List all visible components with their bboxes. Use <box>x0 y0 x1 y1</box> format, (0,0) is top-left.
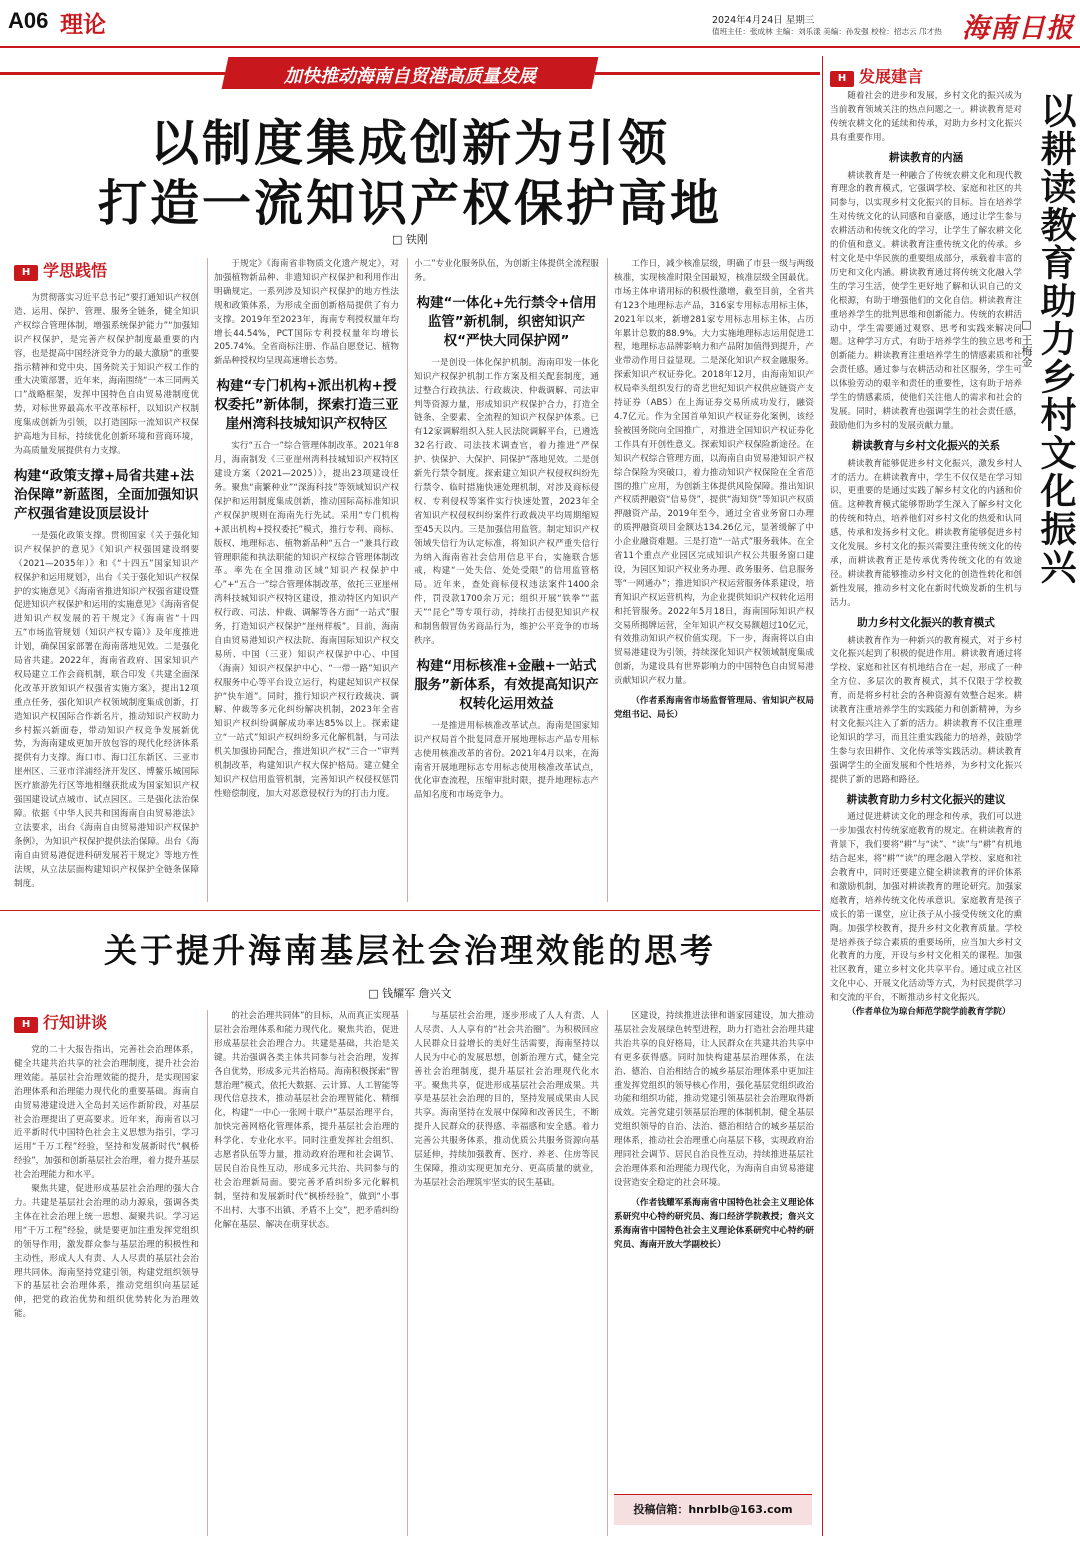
article3-body <box>830 90 1022 1536</box>
article2-headline: 关于提升海南基层社会治理效能的思考 <box>104 931 716 970</box>
paragraph: 耕读教育作为一种新兴的教育模式，对于乡村文化振兴起到了积极的促进作用。耕读教育通过将学校、家庭和社区有机地结合在一起，形成了一种全方位、多层次的教育模式，其不仅限于学校教育，而是将乡村社会的各种资源有效整合起来。耕读教育注重培养学生的实践能力和创新精神，为乡村文化振兴注入了新的活力。耕读教育不仅注重理论知识的学习，而且注重实践能力的培养，鼓励学生参与农田耕作、文化传承等实践活动。耕读教育强调学生的全面发展和个性培养，为乡村文化振兴提供了新的思路和路径。 <box>830 635 1022 785</box>
article1-col4 <box>614 258 814 902</box>
article1-subhead-4: 构建“用标核准+金融+一站式服务”新体系，有效提高知识产权转化运用效益 <box>414 657 599 712</box>
paragraph: 一是强化政策支撑。贯彻国家《关于强化知识产权保护的意见》《知识产权强国建设纲要（2021—2035年）》和《“十四五”国家知识产权保护和运用规划》，出台《关于强化知识产权保护的实施意见》《海南省推进知识产权强省建设暨促进知识产权保护和运用的实施意见》《海南省促进知识产权发展的若干规定》《海南省“十四五”市场监管规划（知识产权专篇）》及年度推进计划，确保国家部署在海南落地见效。二是强化局省共建。2022年，海南省政府、国家知识产权局建立工作会商机制，联合印发《共建全面深化改革开放知识产权强省实施方案》，提出12项重点任务，强化知识产权领域制度集成创新，打造知识产权国际合作新名片，推动知识产权助力乡村振兴新面卷，带动知识产权竞争发展新优势，为海南建成更加开放包容的现代化经济体系提供有力支撑。海口市、海口江东新区、三亚市崖州区、三亚市洋浦经济开发区、博鳌乐城国际医疗旅游先行区等地相继获批成为国家知识产权强国建设试点城市、试点园区。三是强化法治保障。依据《中华人民共和国海南自由贸易港法》立法要求，出台《海南自由贸易港知识产权保护条例》，为知识产权保护提供法治保障。出台《海南自由贸易港促进科研发展若干规定》等地方性法规，从立法层面构建知识产权保护全链条保障制度。 <box>14 530 199 889</box>
article3-author-note: （作者单位为琼台师范学院学前教育学院） <box>847 1007 1011 1018</box>
column-divider <box>822 56 823 1536</box>
column-divider <box>607 258 608 902</box>
column-divider <box>207 1010 208 1536</box>
column-divider <box>207 258 208 902</box>
headline-line-2: 打造一流知识产权保护高地 <box>97 175 722 232</box>
column-label-text: 学思践悟 <box>43 261 108 280</box>
article1-subhead-2: 构建“专门机构+派出机构+授权委托”新体制，探索打造三亚崖州湾科技城知识产权特区 <box>214 378 399 433</box>
page-number: A06 <box>8 8 49 33</box>
article1-byline: □ 铁刚 <box>392 233 428 246</box>
column-tag-icon: H <box>14 265 38 281</box>
banner-block <box>0 55 820 93</box>
article1-subhead-1: 构建“政策支撑+局省共建+法治保障”新蓝图，全面加强知识产权强省建设顶层设计 <box>14 467 199 522</box>
article3-vertical-headline: 以耕读教育助力乡村文化振兴 <box>1035 92 1076 586</box>
column-tag-icon: H <box>830 71 854 87</box>
paragraph: 小二”专业化服务队伍，为创新主体提供全流程服务。 <box>414 259 599 283</box>
paragraph: 一是推进用标核准改革试点。海南是国家知识产权局首个批复同意开展地理标志产品专用标志使用核准改革的省份。2021年4月以来，在海南省开展地理标志专用标志使用核准改革试点，优化审查流程，压缩审批时限，提升地理标志产品知名度和市场竞争力。 <box>414 720 599 801</box>
article1-author-note: （作者系海南省市场监督管理局、省知识产权局党组书记、局长） <box>614 696 814 720</box>
paragraph: 区建设，持续推进法律和谐家园建设，加大推动基层社会发展绿色转型进程，助力打造社会治理共建共治共享的良好格局，让人民群众在共建共治共享中有更多获得感。同时加快构建基层治理体系，在法治、德治、自治相结合的城乡基层治理体系中更加注重发挥党组织的领导核心作用，强化基层党组织政治功能和组织功能，推动党建引领基层社会治理取得新成效。完善党建引领基层治理的体制机制，健全基层党组织领导的自治、法治、德治相结合的城乡基层治理体系，推动社会治理重心向基层下移，实现政府治理同社会调节、居民自治良性互动，持续推进基层社会治理体系和治理能力现代化，为海南自由贸易港建设营造安全稳定的社会环境。 <box>614 1011 814 1188</box>
paragraph: 为贯彻落实习近平总书记“要打通知识产权创造、运用、保护、管理、服务全链条，健全知识产权综合管理体制，增强系统保护能力”“加强知识产权保护，是完善产权保护制度最重要的内容，也是提高中国经济竞争力的最大激励”的重要指示精神和党中央、国务院关于知识产权工作的重大决策部署，近年来，海南围绕“一本三同两关口”战略框架，发挥中国特色自由贸易港制度优势，对标世界最高水平改革标杆，以知识产权制度集成创新为引领，以打造国际一流知识产权保护高地为目标，持续优化创新环境和营商环境，为高质量发展提供有力支撑。 <box>14 293 199 456</box>
paragraph: 耕读教育能够促进乡村文化振兴，激发乡村人才的活力。在耕读教育中，学生不仅仅是在学习知识，更重要的是通过实践了解乡村文化的内涵和价值。这种教育模式能够帮助学生深入了解乡村文化的传统和特点，培养他们对乡村文化的热爱和认同感，传承和发扬乡村文化。耕读教育能够促进乡村文化发展。乡村文化的振兴需要注重传统文化的传承，而耕读教育正是传承优秀传统文化的有效途径。耕读教育能够推动乡村文化的创造性转化和创新性发展，推动乡村文化在新时代焕发新的生机与活力。 <box>830 458 1022 608</box>
article3-byline: □ 王梅金 <box>1020 318 1033 368</box>
article3-subhead-4: 耕读教育助力乡村文化振兴的建议 <box>846 793 1006 806</box>
headline-line-1: 以制度集成创新为引领 <box>149 115 670 172</box>
paragraph: 通过促进耕读文化的理念和传承，我们可以进一步加强农村传统家庭教育的规定。在耕读教育的背景下，我们要将“耕”与“读”、“读”与“耕”有机地结合起来，将“耕”“读”的理念融入学校、家庭和社会教育中，同时还要建立健全耕读教育的评价体系和激励机制，加强对耕读教育的理论研究。加强家庭教育，培养传统文化传承意识。家庭教育是孩子成长的第一课堂，应让孩子从小接受传统文化的熏陶。加强学校教育，提升乡村文化教育质量。学校是培养孩子综合素质的重要场所，应当加大乡村文化教育的力度，开设与乡村文化相关的课程。加强社区教育，建立乡村文化共享平台。通过成立社区文化中心、开展文化活动等方式，为村民提供学习和交流的平台，不断推动乡村文化振兴。 <box>830 812 1022 1004</box>
paragraph: 实行“五合一”综合管理体制改革。2021年8月，海南制发《三亚崖州湾科技城知识产权特区建设方案（2021—2025）》，提出23项建设任务。聚焦“南繁种业”“深海科技”等领域知识产权保护和运用制度集成创新，推动国际高标准知识产权保护规则在海南先行先试。采用“专门机构+派出机构+授权委托”模式，推行专利、商标、版权、地理标志、植物新品种“五合一”兼具行政管理职能和执法职能的知识产权综合管理体制改革。率先在全国推动区域“知识产权保护中心”+“五合一”综合管理体制改革，依托三亚崖州湾科技城知识产权特区建设，推动特区内知识产权行政、司法、仲裁、调解等各方面“一站式”服务，打造知识产权保护“崖州样板”。目前，海南自由贸易港知识产权法院、海南国际知识产权交易所、中国（三亚）知识产权保护中心、中国（海南）知识产权保护中心、“一带一路”知识产权服务中心等平台设立运行，构建起知识产权保护“快车道”。同时，推行知识产权行政裁决、调解、仲裁等多元化纠纷解决机制，2023年全省知识产权纠纷调解成功率达85%以上。探索建立“一站式”知识产权纠纷多元化解机制，与司法机关加强协同配合，推进知识产权“三合一”审判机制改革，构建知识产权大保护格局。建立健全知识产权信用监管机制，完善知识产权侵权惩罚性赔偿制度，加大对恶意侵权行为的打击力度。 <box>214 441 399 799</box>
issue-date: 2024年4月24日 星期三 <box>712 15 815 26</box>
paragraph: 于规定》《海南省非物质文化遗产规定》，对加强植物新品种、非遗知识产权保护和利用作出明确规定。一系列涉及知识产权保护的地方性法规和政策体系，为形成全面创新格局提供了有力支撑。2019年至2023年，海南专利授权量年均增长44.54%，PCT国际专利授权量年均增长205.74%。全省商标注册、作品自愿登记、植物新品种授权均呈现高速增长态势。 <box>214 259 399 367</box>
article3-subhead-1: 耕读教育的内涵 <box>888 151 964 164</box>
submission-email-box <box>614 1494 812 1525</box>
column-label-text: 行知讲谈 <box>43 1013 108 1032</box>
paragraph: 耕读教育是一种融合了传统农耕文化和现代教育理念的教育模式，它强调学校、家庭和社区的共同参与，以实现乡村文化振兴的目标。旨在培养学生对传统文化的认同感和自豪感，通过让学生参与农耕活动和传统文化的学习，让学生了解农耕文化的价值和意义。耕读教育注重传统文化的传承。乡村文化是中华民族的重要组成部分，承载着丰富的历史和文化内涵。耕读教育通过将传统文化融入学生的学习生活，使学生更好地了解和认识自己的文化根源，有助于增强他们的文化自信。耕读教育注重培养学生的批判思维和创新能力。传统的农耕活动中，学生需要通过观察、思考和实践来解决问题。这种学习方式，有助于培养学生的独立思考和创新能力。耕读教育注重培养学生的情感素质和社会责任感。通过参与农耕活动和社区服务，学生可以体验劳动的艰辛和责任的重要性，这有助于培养学生的情感素质，使他们关注他人的需求和社会的发展。同时，耕读教育也强调学生的社会责任感，鼓励他们为乡村的发展贡献力量。 <box>830 170 1022 431</box>
article3-subhead-2: 耕读教育与乡村文化振兴的关系 <box>851 439 1001 452</box>
article1-subhead-3: 构建“一体化+先行禁令+信用监管”新机制，织密知识产权“严快大同保护网” <box>416 294 597 349</box>
article2-col3 <box>414 1010 599 1536</box>
section-separator <box>0 910 820 911</box>
article2-col2 <box>214 1010 399 1536</box>
article1-col1 <box>14 292 199 902</box>
column-label-advice <box>830 64 923 87</box>
paragraph: 聚焦共建，促进形成基层社会治理的强大合力。共建是基层社会治理的动力源泉，强调各类主体在社会治理上统一思想、凝聚共识。学习运用“千万工程”经验，就是要更加注重发挥党组织的领导作用，激发群众参与基层治理的积极性和主动性，形成人人有责、人人尽责的基层社会治理共同体。海南坚持党建引领，构建党组织领导下的基层社会治理体系，推动党组织向基层延伸，把党的政治优势和组织优势转化为治理效能。 <box>14 1184 199 1320</box>
page-header <box>0 0 1080 46</box>
submission-email[interactable]: 投稿信箱：hnrblb@163.com <box>633 1503 793 1516</box>
column-label-study <box>14 258 107 281</box>
article1-col3 <box>414 258 599 902</box>
paragraph: 与基层社会治理，逐步形成了人人有责、人人尽责、人人享有的“社会共治圈”。为积极回应人民群众日益增长的美好生活需要，海南坚持以人民为中心的发展思想，创新治理方式，健全完善社会治理制度，提升基层社会治理现代化水平。聚焦共享，促进形成基层社会治理成果。共享是基层社会治理的目的，坚持发展成果由人民共享。海南坚持在发展中保障和改善民生，不断提升人民群众的获得感、幸福感和安全感。着力完善公共服务体系，推动优质公共服务资源向基层延伸，持续加强教育、医疗、养老、住房等民生保障，推动实现更加充分、更高质量的就业，为基层社会治理筑牢坚实的民生基础。 <box>414 1011 599 1188</box>
editor-credits: 值班主任：张成林 主编：刘乐漾 美编：孙发强 校检：招志云 邝才热 <box>712 27 942 36</box>
header-rule <box>0 46 1080 48</box>
paragraph: 随着社会的进步和发展，乡村文化的振兴成为当前教育领域关注的热点问题之一。耕读教育是对传统农耕文化的延续和传承，对助力乡村文化振兴具有重要作用。 <box>830 91 1022 143</box>
paragraph: 工作日，减少核准层级，明确了市县一级与两级核准，实现核准时限全国最短，核准层级全国最优。市场主体申请用标的积极性激增，截至目前，全省共有123个地理标志产品，316家专用标志用标主体，2021年以来，新增281家专用标志用标主体，占历年累计总数的88.9%。大力实施地理标志运用促进工程，地理标志品牌影响力和产品附加值得到提升，产业带动作用日益显现。二是深化知识产权金融服务。探索知识产权证券化。2018年12月，由海南知识产权局牵头组织发行的奇艺世纪知识产权供应链资产支持证券（ABS）在上海证券交易所成功发行，融资4.7亿元。作为全国首单知识产权证券化案例，该经验被国务院向全国推广，对推进全国知识产权证券化工作具有开创性意义。探索知识产权保险新途径。在知识产权综合管理方面，以海南自由贸易港知识产权综合保险为突破口，着力推动知识产权保险在全省范围的推广应用，为创新主体提供风险保障。推出知识产权质押融资“信易贷”，提供“海知贷”等知识产权质押融资产品，2019年至今，通过全省业务窗口办理的质押融资项目金额达134.26亿元，显著缓解了中小企业融资难题。三是打造“一站式”服务载体。在全省11个重点产业园区完成知识产权公共服务窗口建设，为园区知识产权业务办理、政务服务、信息服务等“一网通办”；推进知识产权运营服务体系建设，培育知识产权运营机构，为企业提供知识产权转化运用和托管服务。2022年5月18日，海南国际知识产权交易所揭牌运营，全年知识产权交易额超过10亿元，有效推动知识产权价值实现。下一步，海南将以自由贸易港建设为引领，持续深化知识产权领域制度集成创新，为建设具有世界影响力的中国特色自由贸易港贡献知识产权力量。 <box>614 259 814 687</box>
article2-col1 <box>14 1044 199 1536</box>
column-divider <box>407 258 408 902</box>
paragraph: 一是创设一体化保护机制。海南印发一体化知识产权保护机制工作方案及相关配套制度，通过整合行政执法、行政裁决、仲裁调解、司法审判等资源力量，形成知识产权保护合力，打造全链条、全要素、全流程的知识产权保护体系。已有12家调解组织入驻人民法院调解平台，已遴选32名行政、司法技术调查官，着力推进“严保护、快保护、大保护、同保护”落地见效。二是创新先行禁令制度。探索建立知识产权侵权纠纷先行禁令、临时措施快速处理机制，对涉及商标侵权、专利侵权等案件实行快速处置，2023年全省知识产权侵权纠纷案件行政裁决平均周期缩短至45天以内。三是加强信用监管。制定知识产权领域失信行为认定标准，将知识产权严重失信行为纳入海南省社会信用信息平台，实施联合惩戒，构建“一处失信、处处受限”的信用监管格局。近年来，查处商标侵权违法案件1400余件，罚没款1700余万元；组织开展“铁拳”“蓝天”“昆仑”等专项行动，持续打击侵犯知识产权和制售假冒伪劣商品行为，维护公平竞争的市场秩序。 <box>414 357 599 646</box>
article2-byline: □ 钱耀军 詹兴文 <box>368 987 452 1000</box>
article3-subhead-3: 助力乡村文化振兴的教育模式 <box>857 616 995 629</box>
newspaper-logo: 海南日报 <box>962 13 1074 44</box>
column-label-text: 发展建言 <box>859 67 924 86</box>
paragraph: 党的二十大报告指出，完善社会治理体系，健全共建共治共享的社会治理制度，提升社会治理效能。基层社会治理效能的提升，是实现国家治理体系和治理能力现代化的重要基础。海南自由贸易港建设进入全岛封关运作新阶段，对基层社会治理提出了更高要求。近年来，海南省以习近平新时代中国特色社会主义思想为指引，学习运用“千万工程”经验，坚持和发展新时代“枫桥经验”，加强和创新基层社会治理，着力提升基层社会治理能力和水平。 <box>14 1045 199 1181</box>
column-divider <box>407 1010 408 1536</box>
article1-col2 <box>214 258 399 902</box>
paragraph: 的社会治理共同体”的目标，从而真正实现基层社会治理体系和能力现代化。聚焦共治，促进形成基层社会治理合力。共建是基础，共治是关键。共治强调各类主体共同参与社会治理，发挥各自优势，形成多元共治格局。海南积极探索“智慧治理”模式，依托大数据、云计算、人工智能等现代信息技术，推动基层社会治理智能化、精细化，构建“一中心一张网十联户”基层治理平台，加快完善网格化管理体系，提升基层社会治理的科学化、专业化水平。同时注重发挥社会组织、志愿者队伍等力量，推动政府治理和社会调节、居民自治良性互动，形成多元共治、共同参与的社会治理新局面。要完善矛盾纠纷多元化解机制，坚持和发展新时代“枫桥经验”，做到“小事不出村、大事不出镇、矛盾不上交”，把矛盾纠纷化解在基层、解决在萌芽状态。 <box>214 1011 399 1230</box>
article2-author-note: （作者钱耀军系海南省中国特色社会主义理论体系研究中心特约研究员、海口经济学院教授；詹兴文系海南省中国特色社会主义理论体系研究中心特约研究员、海南开放大学副校长） <box>614 1197 814 1250</box>
column-tag-icon: H <box>14 1017 38 1033</box>
topic-banner-text: 加快推动海南自贸港高质量发展 <box>284 66 536 87</box>
column-label-talk <box>14 1010 107 1033</box>
article2-col4 <box>614 1010 814 1490</box>
section-name: 理论 <box>60 12 106 38</box>
column-divider <box>607 1010 608 1536</box>
